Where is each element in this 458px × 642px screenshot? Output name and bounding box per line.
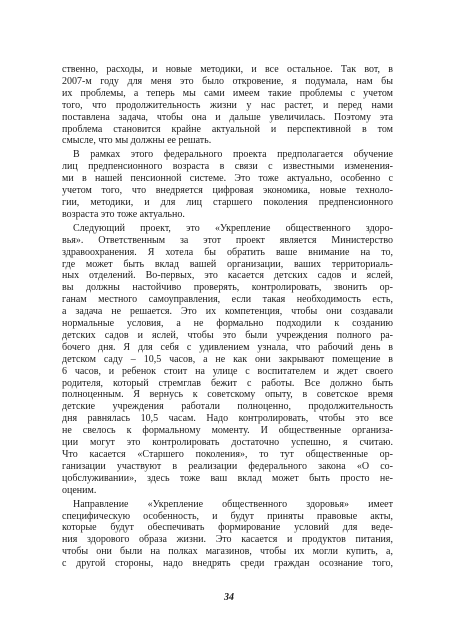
text-line: которые будут обеспечивать формирование условий для веде- (62, 522, 393, 534)
text-line: возраста это тоже актуально. (62, 208, 185, 220)
text-line: где может быть вклад вашей организации, ваших территориаль- (62, 258, 393, 270)
text-line: нормальные условия, а не формально подходили к созданию (62, 318, 393, 330)
text-line: Направление «Укрепление общественного здоровья» имеет (73, 498, 393, 510)
text-line: детских садов и яслей, чтобы это были учреждения полного ра- (62, 329, 393, 341)
text-line: не свелось к формальному моменту. И общественные организа- (62, 425, 393, 437)
text-line: ганизации участвуют в реализации федерального закона «О со- (62, 460, 393, 472)
text-line: ми в нашей пенсионной системе. Это тоже актуально, особенно с (62, 173, 393, 185)
text-line: здравоохранения. Я хотела бы обратить ваше внимание на то, (62, 246, 393, 258)
text-line: а задача не решается. Это их компетенция, чтобы они создавали (62, 306, 393, 318)
text-line: В рамках этого федерального проекта предполагается обучение (73, 149, 393, 161)
paragraph (62, 223, 393, 497)
text-line: Что касается «Старшего поколения», то тут общественные ор- (62, 449, 393, 460)
text-line: бочего дня. Я для себя с удивлением узнала, что рабочий день в (62, 341, 393, 353)
text-line: Следующий проект, это «Укрепление общественного здоро- (73, 222, 393, 234)
page-number: 34 (224, 592, 234, 603)
text-line: того, что продолжительность жизни у нас растет, и перед нами (62, 99, 393, 111)
text-line: гии, методики, и для лиц старшего поколения предпенсионного (62, 196, 393, 208)
text-line: вы должны настойчиво проверять, контролировать, звонить ор- (62, 282, 393, 294)
page-text-block (62, 64, 393, 570)
text-line: ственно, расходы, и новые методики, и все остальное. Так вот, в (62, 64, 393, 75)
text-line: поставлена задача, чтобы она и дальше увеличилась. Поэтому эта (62, 111, 393, 123)
text-line: лиц предпенсионного возраста в связи с известными изменения- (62, 161, 393, 173)
text-line: чтобы они были на полках магазинов, чтобы их могли купить, а, (62, 546, 393, 558)
text-line: детские учреждения работали полноценно, продолжительность (62, 401, 393, 413)
text-line: учетом того, что внедряется цифровая экономика, новые техноло- (62, 185, 393, 197)
text-line: оценим. (62, 484, 97, 496)
text-line: вья». Ответственным за этот проект является Министерство (62, 234, 393, 246)
text-line: полноценным. Я вернусь к советскому опыту, в советское время (62, 389, 393, 401)
paragraph (62, 64, 393, 147)
text-line: смысле, что мы должны ее решать. (62, 135, 212, 147)
paragraph (62, 499, 393, 570)
text-line: ции могут это контролировать достаточно успешно, я считаю. (62, 437, 393, 449)
paragraph (62, 149, 393, 220)
text-line: с другой стороны, надо внедрять среди граждан осознание того, (62, 558, 393, 570)
text-line: ганам местного самоуправления, если такая необходимость есть, (62, 294, 393, 306)
text-line: 6 часов, и ребенок стоит на улице с воспитателем и ждет своего (62, 365, 393, 377)
text-line: специфическую особенность, и будут приняты правовые акты, (62, 510, 393, 522)
text-line: цобслуживании», здесь тоже ваш вклад может быть просто не- (62, 472, 393, 484)
text-line: дня равнялась 10,5 часам. Надо контролировать, чтобы это все (62, 413, 393, 425)
text-line: родителя, который стремглав бежит с работы. Все должно быть (62, 377, 393, 389)
text-line: 2007-м году для меня это было откровение, я подумала, нам бы (62, 75, 393, 87)
text-line: ния здорового образа жизни. Это касается и продуктов питания, (62, 534, 393, 546)
text-line: проблема становится крайне актуальной и перспективной в том (62, 123, 393, 135)
text-line: ных отделений. Во-первых, это касается детских садов и яслей, (62, 270, 393, 282)
text-line: детском саду – 10,5 часов, а не как они закрывают помещение в (62, 353, 393, 365)
text-line: их проблемы, а теперь мы сами имеем такие проблемы с учетом (62, 87, 393, 99)
